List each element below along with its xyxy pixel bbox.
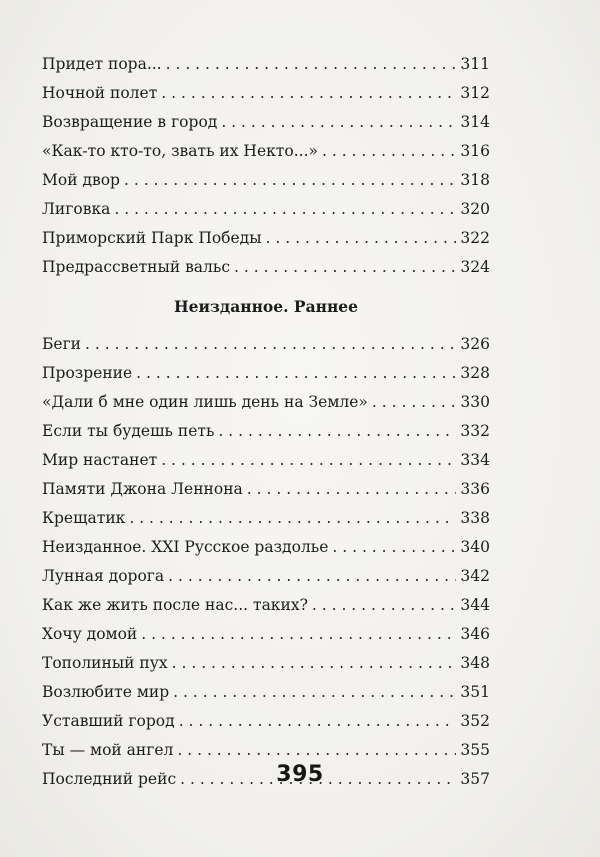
toc-entry-page: 336 [460, 480, 490, 498]
dot-leader [332, 533, 456, 562]
toc-entry-title: Ночной полет [42, 84, 158, 102]
toc-entry [42, 330, 490, 359]
toc-entry-page: 344 [460, 596, 490, 614]
toc-entry-title: Прозрение [42, 364, 133, 382]
toc-entry-page: 332 [460, 422, 490, 440]
toc-entry-title: Мой двор [42, 171, 120, 189]
toc-entry-title: Возлюбите мир [42, 683, 170, 701]
toc-entry-page: 334 [460, 451, 490, 469]
toc-entry [42, 562, 490, 591]
toc-entry-page: 352 [460, 712, 490, 730]
toc-group-section [42, 330, 490, 794]
toc-entry-title: Придет пора... [42, 55, 162, 73]
toc-entry [42, 195, 490, 224]
toc-entry [42, 620, 490, 649]
toc-entry-title: Неизданное. XXI Русское раздолье [42, 538, 329, 556]
toc-entry-page: 318 [460, 171, 490, 189]
toc-entry [42, 50, 490, 79]
dot-leader [166, 50, 456, 79]
dot-leader [161, 79, 456, 108]
toc-entry-page: 340 [460, 538, 490, 556]
toc-entry-page: 324 [460, 258, 490, 276]
toc-entry [42, 224, 490, 253]
toc-entry [42, 678, 490, 707]
toc-entry-title: Если ты будешь петь [42, 422, 215, 440]
toc-entry-title: Хочу домой [42, 625, 138, 643]
dot-leader [168, 562, 456, 591]
dot-leader [161, 446, 456, 475]
toc-entry [42, 504, 490, 533]
dot-leader [179, 707, 456, 736]
toc-entry [42, 417, 490, 446]
dot-leader [114, 195, 456, 224]
toc-entry [42, 707, 490, 736]
toc-entry-title: Мир настанет [42, 451, 158, 469]
dot-leader [322, 137, 456, 166]
toc-entry-page: 311 [460, 55, 490, 73]
dot-leader [177, 736, 456, 765]
toc-entry-page: 320 [460, 200, 490, 218]
table-of-contents [42, 50, 490, 794]
toc-entry-page: 355 [460, 741, 490, 759]
toc-entry-title: Приморский Парк Победы [42, 229, 262, 247]
toc-entry-title: «Как-то кто-то, звать их Некто...» [42, 142, 318, 160]
dot-leader [266, 224, 456, 253]
toc-entry-title: Крещатик [42, 509, 126, 527]
toc-group-top [42, 50, 490, 282]
toc-entry-title: Лунная дорога [42, 567, 165, 585]
dot-leader [124, 166, 456, 195]
toc-entry-title: Как же жить после нас... таких? [42, 596, 308, 614]
toc-entry-title: Лиговка [42, 200, 111, 218]
toc-entry [42, 166, 490, 195]
toc-entry-page: 330 [460, 393, 490, 411]
toc-entry [42, 446, 490, 475]
dot-leader [85, 330, 456, 359]
toc-entry-title: Возвращение в город [42, 113, 218, 131]
toc-entry-title: Беги [42, 335, 82, 353]
toc-entry-page: 322 [460, 229, 490, 247]
dot-leader [218, 417, 456, 446]
dot-leader [247, 475, 456, 504]
dot-leader [141, 620, 456, 649]
dot-leader [172, 649, 456, 678]
toc-entry-page: 351 [460, 683, 490, 701]
dot-leader [221, 108, 456, 137]
dot-leader [372, 388, 456, 417]
toc-entry-title: Уставший город [42, 712, 175, 730]
toc-entry-page: 314 [460, 113, 490, 131]
toc-entry [42, 591, 490, 620]
toc-entry [42, 137, 490, 166]
toc-entry [42, 79, 490, 108]
toc-entry-title: Памяти Джона Леннона [42, 480, 243, 498]
dot-leader [136, 359, 456, 388]
toc-entry-page: 328 [460, 364, 490, 382]
toc-entry-title: Предрассветный вальс [42, 258, 231, 276]
toc-entry-page: 338 [460, 509, 490, 527]
toc-entry-title: «Дали б мне один лишь день на Земле» [42, 393, 368, 411]
toc-entry [42, 533, 490, 562]
toc-entry [42, 475, 490, 504]
toc-entry-page: 348 [460, 654, 490, 672]
toc-entry-page: 357 [460, 770, 490, 788]
toc-entry-page: 346 [460, 625, 490, 643]
dot-leader [129, 504, 456, 533]
toc-entry [42, 359, 490, 388]
toc-entry-page: 316 [460, 142, 490, 160]
toc-entry [42, 108, 490, 137]
dot-leader [234, 253, 456, 282]
toc-entry-page: 326 [460, 335, 490, 353]
toc-entry-page: 312 [460, 84, 490, 102]
toc-entry [42, 736, 490, 765]
toc-entry-title: Ты — мой ангел [42, 741, 174, 759]
section-heading: Неизданное. Раннее [173, 297, 359, 316]
dot-leader [173, 678, 456, 707]
toc-entry-title: Последний рейс [42, 770, 177, 788]
toc-entry-page: 342 [460, 567, 490, 585]
toc-entry [42, 253, 490, 282]
dot-leader [312, 591, 456, 620]
toc-entry [42, 388, 490, 417]
toc-entry-title: Тополиный пух [42, 654, 168, 672]
page-number: 395 [276, 762, 324, 787]
toc-entry [42, 649, 490, 678]
